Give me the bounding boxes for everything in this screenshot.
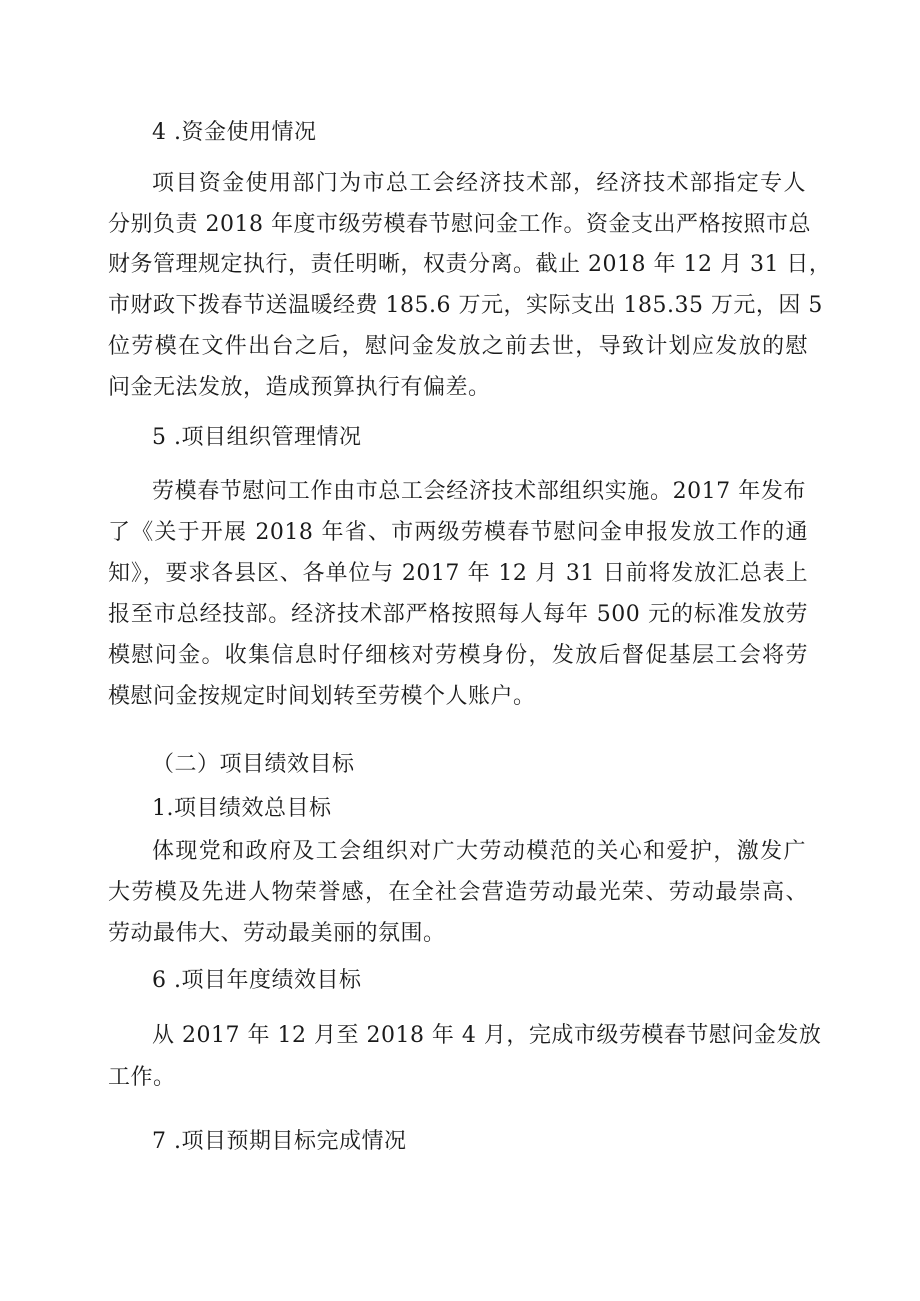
section-heading-goals: （二）项目绩效目标: [152, 752, 355, 777]
paragraph-line: 问金无法发放，造成预算执行有偏差。: [108, 375, 491, 400]
paragraph-line: 项目资金使用部门为市总工会经济技术部，经济技术部指定专人: [152, 171, 806, 196]
paragraph-line: 了《关于开展 2018 年省、市两级劳模春节慰问金申报发放工作的通: [108, 520, 808, 545]
paragraph-line: 体现党和政府及工会组织对广大劳动模范的关心和爱护，激发广: [152, 839, 806, 864]
section-heading-4: 4 .资金使用情况: [152, 120, 317, 145]
paragraph-line: 报至市总经技部。经济技术部严格按照每人每年 500 元的标准发放劳: [108, 602, 808, 627]
paragraph-line: 劳动最伟大、劳动最美丽的氛围。: [108, 921, 446, 946]
section-heading-5: 5 .项目组织管理情况: [152, 425, 362, 450]
section-heading-6: 6 .项目年度绩效目标: [152, 968, 362, 993]
paragraph-line: 模慰问金。收集信息时仔细核对劳模身份，发放后督促基层工会将劳: [108, 643, 808, 668]
paragraph-line: 大劳模及先进人物荣誉感，在全社会营造劳动最光荣、劳动最崇高、: [108, 880, 808, 905]
section-heading-7: 7 .项目预期目标完成情况: [152, 1129, 407, 1154]
paragraph-line: 财务管理规定执行，责任明晰，权责分离。截止 2018 年 12 月 31 日，: [108, 252, 832, 277]
paragraph-line: 市财政下拨春节送温暖经费 185.6 万元，实际支出 185.35 万元，因 5: [108, 293, 823, 318]
paragraph-line: 位劳模在文件出台之后，慰问金发放之前去世，导致计划应发放的慰: [108, 334, 808, 359]
paragraph-line: 从 2017 年 12 月至 2018 年 4 月，完成市级劳模春节慰问金发放: [152, 1023, 822, 1048]
paragraph-line: 知》，要求各县区、各单位与 2017 年 12 月 31 日前将发放汇总表上: [108, 561, 808, 586]
paragraph-line: 模慰问金按规定时间划转至劳模个人账户。: [108, 684, 536, 709]
paragraph-line: 工作。: [108, 1065, 176, 1090]
paragraph-line: 分别负责 2018 年度市级劳模春节慰问金工作。资金支出严格按照市总: [108, 212, 811, 237]
paragraph-line: 劳模春节慰问工作由市总工会经济技术部组织实施。2017 年发布: [152, 479, 806, 504]
section-heading-1: 1.项目绩效总目标: [152, 796, 332, 821]
